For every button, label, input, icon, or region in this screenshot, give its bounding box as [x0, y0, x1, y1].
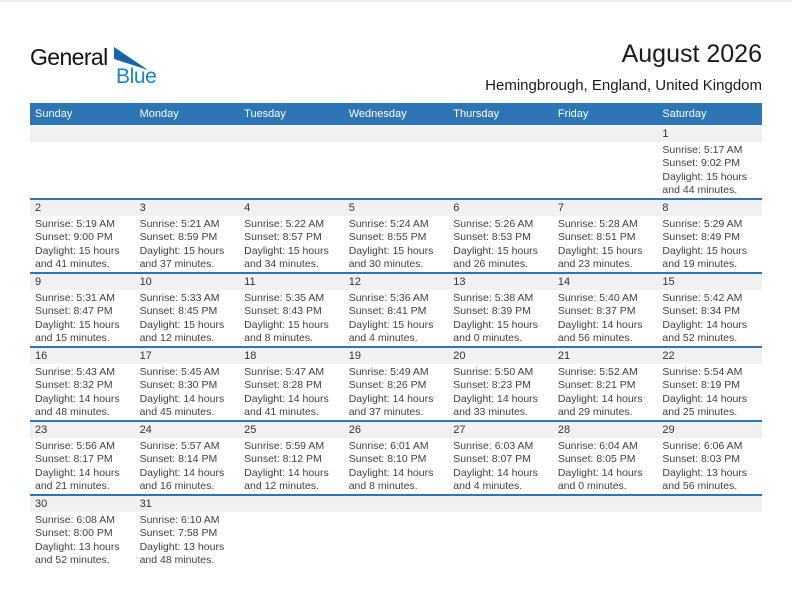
sunrise-text: Sunrise: 5:17 AM [662, 144, 743, 156]
day-details [135, 512, 240, 568]
day-band-empty [657, 496, 762, 512]
week-row-2 [30, 198, 762, 272]
day-cell-12 [344, 274, 449, 346]
sunrise-text: Sunrise: 5:31 AM [35, 292, 115, 304]
day-cell-14 [553, 274, 658, 346]
day-number: 9 [30, 274, 135, 290]
day-band-empty [553, 496, 658, 512]
sunset-text: Sunset: 8:17 PM [35, 453, 113, 466]
day-number: 16 [30, 348, 135, 364]
sunset-text: Sunset: 8:23 PM [453, 379, 531, 392]
weekday-thursday: Thursday [453, 108, 500, 120]
sunrise-text: Sunrise: 5:26 AM [453, 218, 534, 230]
logo-text-general: General [30, 44, 108, 70]
day-cell-empty [553, 496, 658, 568]
day-cell-8 [657, 200, 762, 272]
day-details [344, 364, 449, 420]
daylight-text: Daylight: 15 hours and 19 minutes. [662, 244, 748, 271]
day-details [30, 216, 135, 272]
day-cell-29 [657, 422, 762, 494]
day-number: 20 [448, 348, 553, 364]
day-number: 27 [448, 422, 553, 438]
daylight-text: Daylight: 15 hours and 0 minutes. [453, 318, 538, 345]
day-details-empty [344, 512, 449, 568]
day-cell-18 [239, 348, 344, 420]
day-number: 29 [657, 422, 762, 438]
calendar-weeks [30, 126, 762, 568]
sunset-text: Sunset: 8:53 PM [453, 231, 531, 244]
sunset-text: Sunset: 8:30 PM [139, 379, 218, 392]
daylight-text: Daylight: 15 hours and 37 minutes. [139, 244, 225, 271]
daylight-text: Daylight: 15 hours and 34 minutes. [244, 244, 329, 271]
weekday-saturday: Saturday [662, 108, 707, 120]
day-number: 22 [657, 348, 762, 364]
daylight-text: Daylight: 14 hours and 33 minutes. [453, 392, 538, 419]
sunrise-text: Sunrise: 5:45 AM [139, 366, 220, 378]
day-details [657, 438, 762, 494]
daylight-text: Daylight: 14 hours and 8 minutes. [348, 466, 434, 493]
sunset-text: Sunset: 8:55 PM [348, 231, 427, 244]
day-details [344, 438, 449, 494]
daylight-text: Daylight: 14 hours and 45 minutes. [139, 392, 225, 419]
sunset-text: Sunset: 8:28 PM [244, 379, 322, 392]
day-cell-11 [239, 274, 344, 346]
sunset-text: Sunset: 8:05 PM [557, 453, 636, 466]
day-cell-16 [30, 348, 135, 420]
day-number: 4 [239, 200, 344, 216]
sunrise-text: Sunrise: 5:21 AM [139, 218, 220, 230]
day-cell-3 [135, 200, 240, 272]
day-band-empty [448, 126, 553, 142]
day-details-empty [657, 512, 762, 568]
day-cell-17 [135, 348, 240, 420]
week-row-6 [30, 494, 762, 568]
day-number: 24 [135, 422, 240, 438]
daylight-text: Daylight: 15 hours and 44 minutes. [662, 170, 748, 197]
day-details-empty [448, 142, 553, 198]
day-details [448, 216, 553, 272]
daylight-text: Daylight: 13 hours and 56 minutes. [662, 466, 748, 493]
daylight-text: Daylight: 14 hours and 25 minutes. [662, 392, 748, 419]
sunset-text: Sunset: 8:49 PM [662, 231, 741, 244]
weekday-sunday: Sunday [35, 108, 73, 120]
day-band-empty [30, 126, 135, 142]
sunrise-text: Sunrise: 5:52 AM [557, 366, 638, 378]
day-band-empty [344, 496, 449, 512]
sunrise-text: Sunrise: 6:01 AM [348, 440, 429, 452]
day-details [657, 290, 762, 346]
day-cell-1 [657, 126, 762, 198]
daylight-text: Daylight: 14 hours and 48 minutes. [35, 392, 120, 419]
day-cell-empty [448, 126, 553, 198]
daylight-text: Daylight: 15 hours and 4 minutes. [348, 318, 434, 345]
day-details [135, 290, 240, 346]
day-details [657, 216, 762, 272]
sunset-text: Sunset: 8:45 PM [139, 305, 218, 318]
sunrise-text: Sunrise: 5:57 AM [139, 440, 220, 452]
day-details [239, 438, 344, 494]
day-number: 25 [239, 422, 344, 438]
day-cell-28 [553, 422, 658, 494]
day-details [30, 364, 135, 420]
calendar-table [30, 103, 762, 568]
day-cell-31 [135, 496, 240, 568]
sunrise-text: Sunrise: 5:29 AM [662, 218, 743, 230]
sunrise-text: Sunrise: 5:49 AM [348, 366, 429, 378]
day-cell-9 [30, 274, 135, 346]
sunset-text: Sunset: 8:59 PM [139, 231, 218, 244]
sunrise-text: Sunrise: 6:08 AM [35, 514, 115, 526]
daylight-text: Daylight: 14 hours and 29 minutes. [557, 392, 643, 419]
day-cell-7 [553, 200, 658, 272]
sunset-text: Sunset: 8:37 PM [557, 305, 636, 318]
weekday-friday: Friday [557, 108, 589, 120]
sunset-text: Sunset: 8:03 PM [662, 453, 741, 466]
day-details [553, 438, 658, 494]
day-band-empty [239, 126, 344, 142]
sunset-text: Sunset: 9:02 PM [662, 157, 741, 170]
sunset-text: Sunset: 8:41 PM [348, 305, 427, 318]
day-number: 1 [657, 126, 762, 142]
day-number: 14 [553, 274, 658, 290]
day-cell-19 [344, 348, 449, 420]
day-details [239, 364, 344, 420]
day-details [135, 216, 240, 272]
page-subtitle: Hemingbrough, England, United Kingdom [485, 77, 762, 94]
sunrise-text: Sunrise: 6:10 AM [139, 514, 220, 526]
daylight-text: Daylight: 14 hours and 41 minutes. [244, 392, 329, 419]
sunset-text: Sunset: 9:00 PM [35, 231, 113, 244]
daylight-text: Daylight: 14 hours and 37 minutes. [348, 392, 434, 419]
daylight-text: Daylight: 13 hours and 52 minutes. [35, 540, 120, 567]
sunset-text: Sunset: 8:34 PM [662, 305, 741, 318]
daylight-text: Daylight: 15 hours and 8 minutes. [244, 318, 329, 345]
day-details-empty [239, 512, 344, 568]
day-details [553, 290, 658, 346]
day-number: 30 [30, 496, 135, 512]
daylight-text: Daylight: 15 hours and 12 minutes. [139, 318, 225, 345]
day-number: 26 [344, 422, 449, 438]
day-number: 13 [448, 274, 553, 290]
day-details-empty [239, 142, 344, 198]
day-number: 11 [239, 274, 344, 290]
day-cell-empty [448, 496, 553, 568]
daylight-text: Daylight: 14 hours and 12 minutes. [244, 466, 329, 493]
sunrise-text: Sunrise: 6:04 AM [557, 440, 638, 452]
sunset-text: Sunset: 8:39 PM [453, 305, 531, 318]
day-cell-empty [553, 126, 658, 198]
week-row-1 [30, 126, 762, 198]
sunset-text: Sunset: 8:07 PM [453, 453, 531, 466]
day-cell-21 [553, 348, 658, 420]
sunrise-text: Sunrise: 5:56 AM [35, 440, 115, 452]
day-cell-empty [239, 126, 344, 198]
day-number: 18 [239, 348, 344, 364]
day-number: 3 [135, 200, 240, 216]
general-blue-logo [30, 44, 180, 94]
day-band-empty [135, 126, 240, 142]
day-number: 15 [657, 274, 762, 290]
sunrise-text: Sunrise: 5:54 AM [662, 366, 743, 378]
day-cell-15 [657, 274, 762, 346]
sunset-text: Sunset: 8:12 PM [244, 453, 322, 466]
day-cell-empty [239, 496, 344, 568]
day-number: 7 [553, 200, 658, 216]
day-details [30, 438, 135, 494]
daylight-text: Daylight: 15 hours and 30 minutes. [348, 244, 434, 271]
day-details [239, 216, 344, 272]
day-cell-empty [344, 496, 449, 568]
sunrise-text: Sunrise: 6:03 AM [453, 440, 534, 452]
week-row-4 [30, 346, 762, 420]
day-number: 19 [344, 348, 449, 364]
day-details [30, 512, 135, 568]
sunset-text: Sunset: 8:47 PM [35, 305, 113, 318]
day-details-empty [553, 512, 658, 568]
sunrise-text: Sunrise: 5:40 AM [557, 292, 638, 304]
day-number: 8 [657, 200, 762, 216]
day-cell-2 [30, 200, 135, 272]
sunrise-text: Sunrise: 5:35 AM [244, 292, 325, 304]
sunset-text: Sunset: 8:14 PM [139, 453, 218, 466]
daylight-text: Daylight: 14 hours and 4 minutes. [453, 466, 538, 493]
daylight-text: Daylight: 15 hours and 26 minutes. [453, 244, 538, 271]
day-band-empty [239, 496, 344, 512]
day-band-empty [448, 496, 553, 512]
day-number: 17 [135, 348, 240, 364]
sunrise-text: Sunrise: 6:06 AM [662, 440, 743, 452]
day-details [135, 364, 240, 420]
day-details [657, 142, 762, 198]
page-top-edge [0, 0, 792, 2]
sunset-text: Sunset: 8:00 PM [35, 527, 113, 540]
day-details-empty [553, 142, 658, 198]
day-number: 10 [135, 274, 240, 290]
day-number: 12 [344, 274, 449, 290]
day-details-empty [30, 142, 135, 198]
day-details-empty [344, 142, 449, 198]
daylight-text: Daylight: 14 hours and 21 minutes. [35, 466, 120, 493]
day-details [553, 364, 658, 420]
sunrise-text: Sunrise: 5:47 AM [244, 366, 325, 378]
day-cell-10 [135, 274, 240, 346]
logo-text-blue: Blue [116, 65, 157, 88]
day-number: 21 [553, 348, 658, 364]
weekday-header-row [30, 103, 762, 125]
day-number: 2 [30, 200, 135, 216]
day-details [239, 290, 344, 346]
daylight-text: Daylight: 15 hours and 15 minutes. [35, 318, 120, 345]
day-band-empty [553, 126, 658, 142]
day-details-empty [448, 512, 553, 568]
daylight-text: Daylight: 15 hours and 41 minutes. [35, 244, 120, 271]
day-details [30, 290, 135, 346]
weekday-monday: Monday [139, 108, 179, 120]
daylight-text: Daylight: 14 hours and 52 minutes. [662, 318, 748, 345]
daylight-text: Daylight: 13 hours and 48 minutes. [139, 540, 225, 567]
day-cell-empty [344, 126, 449, 198]
title-block [485, 40, 762, 94]
day-cell-empty [135, 126, 240, 198]
sunset-text: Sunset: 8:32 PM [35, 379, 113, 392]
sunrise-text: Sunrise: 5:19 AM [35, 218, 115, 230]
weekday-tuesday: Tuesday [244, 108, 286, 120]
sunrise-text: Sunrise: 5:33 AM [139, 292, 220, 304]
sunrise-text: Sunrise: 5:38 AM [453, 292, 534, 304]
sunset-text: Sunset: 8:51 PM [557, 231, 636, 244]
daylight-text: Daylight: 15 hours and 23 minutes. [557, 244, 643, 271]
day-details [553, 216, 658, 272]
sunrise-text: Sunrise: 5:28 AM [557, 218, 638, 230]
sunset-text: Sunset: 7:58 PM [139, 527, 218, 540]
day-cell-22 [657, 348, 762, 420]
day-number: 5 [344, 200, 449, 216]
day-cell-13 [448, 274, 553, 346]
day-details [448, 364, 553, 420]
day-cell-23 [30, 422, 135, 494]
sunrise-text: Sunrise: 5:36 AM [348, 292, 429, 304]
daylight-text: Daylight: 14 hours and 56 minutes. [557, 318, 643, 345]
sunset-text: Sunset: 8:10 PM [348, 453, 427, 466]
day-cell-empty [657, 496, 762, 568]
day-cell-6 [448, 200, 553, 272]
week-row-3 [30, 272, 762, 346]
day-band-empty [344, 126, 449, 142]
daylight-text: Daylight: 14 hours and 0 minutes. [557, 466, 643, 493]
sunrise-text: Sunrise: 5:59 AM [244, 440, 325, 452]
day-cell-25 [239, 422, 344, 494]
sunset-text: Sunset: 8:26 PM [348, 379, 427, 392]
day-number: 31 [135, 496, 240, 512]
day-cell-24 [135, 422, 240, 494]
page-title: August 2026 [621, 40, 762, 68]
week-row-5 [30, 420, 762, 494]
day-number: 23 [30, 422, 135, 438]
day-cell-5 [344, 200, 449, 272]
sunset-text: Sunset: 8:57 PM [244, 231, 322, 244]
day-cell-30 [30, 496, 135, 568]
sunrise-text: Sunrise: 5:24 AM [348, 218, 429, 230]
day-details [448, 438, 553, 494]
sunrise-text: Sunrise: 5:50 AM [453, 366, 534, 378]
sunset-text: Sunset: 8:43 PM [244, 305, 322, 318]
day-details [135, 438, 240, 494]
day-details [657, 364, 762, 420]
day-cell-27 [448, 422, 553, 494]
day-cell-4 [239, 200, 344, 272]
weekday-wednesday: Wednesday [348, 108, 407, 120]
sunset-text: Sunset: 8:19 PM [662, 379, 741, 392]
day-cell-20 [448, 348, 553, 420]
day-details [344, 290, 449, 346]
sunrise-text: Sunrise: 5:42 AM [662, 292, 743, 304]
day-details-empty [135, 142, 240, 198]
daylight-text: Daylight: 14 hours and 16 minutes. [139, 466, 225, 493]
day-cell-empty [30, 126, 135, 198]
sunset-text: Sunset: 8:21 PM [557, 379, 636, 392]
day-details [344, 216, 449, 272]
sunrise-text: Sunrise: 5:43 AM [35, 366, 115, 378]
day-details [448, 290, 553, 346]
day-number: 6 [448, 200, 553, 216]
day-cell-26 [344, 422, 449, 494]
day-number: 28 [553, 422, 658, 438]
sunrise-text: Sunrise: 5:22 AM [244, 218, 325, 230]
